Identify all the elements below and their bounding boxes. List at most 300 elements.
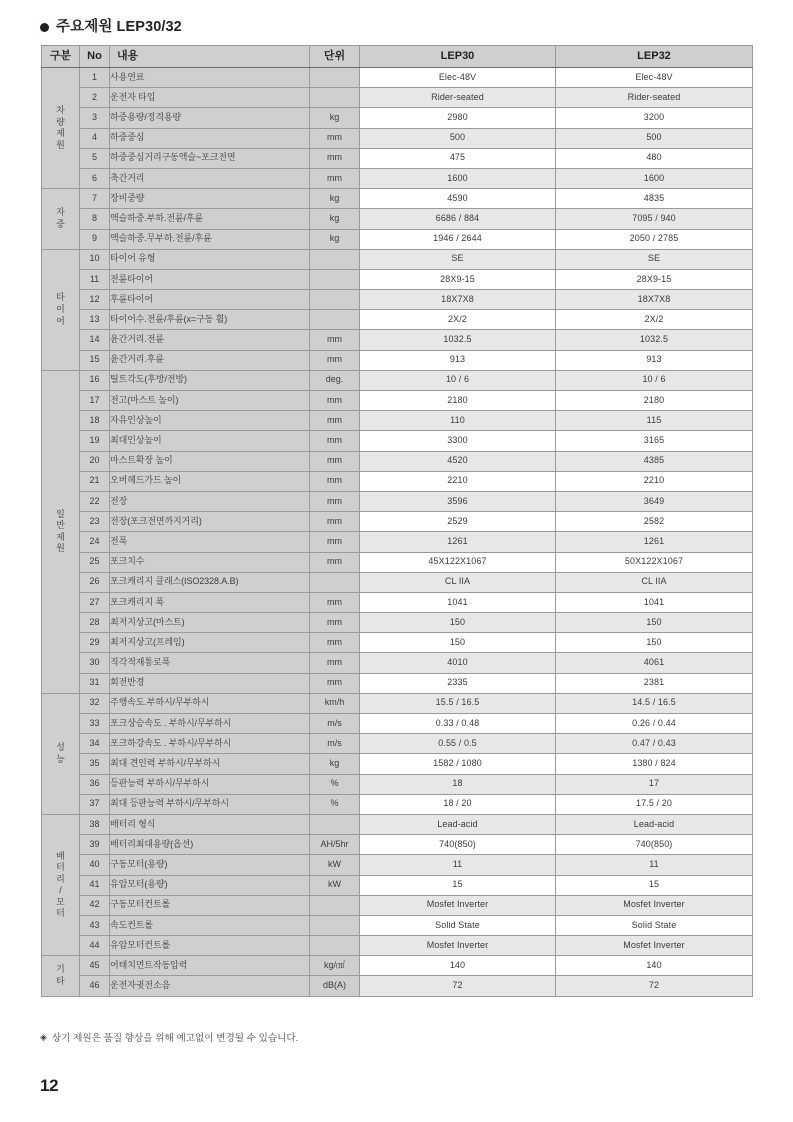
row-value-lep30: 1041 [360, 592, 556, 612]
row-unit: mm [310, 552, 360, 572]
row-number: 35 [80, 754, 110, 774]
row-value-lep30: 3300 [360, 431, 556, 451]
row-value-lep32: 2210 [556, 471, 753, 491]
row-value-lep30: Mosfet Inverter [360, 895, 556, 915]
row-value-lep30: 1261 [360, 532, 556, 552]
row-value-lep32: 28X9-15 [556, 269, 753, 289]
row-description: 전륜타이어 [110, 269, 310, 289]
row-number: 38 [80, 814, 110, 834]
row-number: 1 [80, 68, 110, 88]
row-description: 구동모터(용량) [110, 855, 310, 875]
row-unit: kg [310, 754, 360, 774]
row-unit: mm [310, 350, 360, 370]
table-row [42, 491, 753, 511]
row-value-lep32: Solid State [556, 915, 753, 935]
category-char: 능 [56, 753, 65, 764]
category-char: 타 [56, 975, 65, 986]
row-value-lep30: Elec-48V [360, 68, 556, 88]
row-value-lep32: 1600 [556, 168, 753, 188]
page-title [40, 20, 182, 35]
row-value-lep32: 140 [556, 956, 753, 976]
column-header-model-lep30: LEP30 [360, 46, 556, 68]
row-value-lep30: 1582 / 1080 [360, 754, 556, 774]
row-unit: m/s [310, 734, 360, 754]
row-unit: mm [310, 471, 360, 491]
table-row [42, 148, 753, 168]
row-value-lep30: Mosfet Inverter [360, 936, 556, 956]
row-description: 회전반경 [110, 673, 310, 693]
table-row [42, 693, 753, 713]
row-unit: mm [310, 128, 360, 148]
row-description: 최저지상고(프레임) [110, 633, 310, 653]
table-row [42, 128, 753, 148]
table-row [42, 936, 753, 956]
row-number: 37 [80, 794, 110, 814]
footnote-text: 상기 제원은 품질 향상을 위해 예고없이 변경될 수 있습니다. [51, 1033, 299, 1044]
row-description: 포크치수 [110, 552, 310, 572]
row-value-lep32: 2180 [556, 391, 753, 411]
row-value-lep32: 10 / 6 [556, 370, 753, 390]
table-row [42, 431, 753, 451]
row-value-lep32: 17 [556, 774, 753, 794]
row-unit [310, 572, 360, 592]
table-row [42, 653, 753, 673]
table-row [42, 532, 753, 552]
row-unit: kg [310, 108, 360, 128]
row-number: 23 [80, 512, 110, 532]
category-char: 중 [56, 218, 65, 229]
row-unit: mm [310, 491, 360, 511]
table-row [42, 754, 753, 774]
category-char: / [59, 885, 62, 896]
row-number: 36 [80, 774, 110, 794]
footnote [40, 1030, 298, 1044]
row-group-category [42, 814, 80, 955]
row-unit: kg [310, 209, 360, 229]
category-char: 타 [56, 292, 65, 303]
row-value-lep32: 4385 [556, 451, 753, 471]
table-row [42, 734, 753, 754]
category-char: 터 [56, 908, 65, 919]
row-value-lep32: 150 [556, 613, 753, 633]
table-row [42, 572, 753, 592]
row-value-lep32: 4835 [556, 189, 753, 209]
row-number: 2 [80, 88, 110, 108]
row-description: 액슬하중.무부하.전륜/후륜 [110, 229, 310, 249]
row-number: 25 [80, 552, 110, 572]
category-char: 리 [56, 873, 65, 884]
row-number: 17 [80, 391, 110, 411]
row-number: 39 [80, 835, 110, 855]
column-header-model-lep32: LEP32 [556, 46, 753, 68]
row-value-lep32: 1380 / 824 [556, 754, 753, 774]
table-row [42, 209, 753, 229]
row-unit [310, 814, 360, 834]
row-value-lep30: Lead-acid [360, 814, 556, 834]
row-value-lep32: Lead-acid [556, 814, 753, 834]
row-value-lep30: CL IIA [360, 572, 556, 592]
row-unit: mm [310, 431, 360, 451]
row-value-lep30: 2210 [360, 471, 556, 491]
row-number: 33 [80, 714, 110, 734]
row-unit: mm [310, 633, 360, 653]
table-row [42, 229, 753, 249]
column-header-unit: 단위 [310, 46, 360, 68]
row-description: 윤간거리.전륜 [110, 330, 310, 350]
row-value-lep32: 4061 [556, 653, 753, 673]
row-value-lep30: 72 [360, 976, 556, 996]
table-row [42, 249, 753, 269]
table-row [42, 592, 753, 612]
table-row [42, 835, 753, 855]
row-value-lep30: 2X/2 [360, 310, 556, 330]
row-number: 32 [80, 693, 110, 713]
row-value-lep32: 3165 [556, 431, 753, 451]
category-char: 제 [56, 531, 65, 542]
specification-table-container [41, 45, 752, 997]
table-row [42, 613, 753, 633]
column-header-no: No [80, 46, 110, 68]
row-number: 20 [80, 451, 110, 471]
row-description: 타이어 유형 [110, 249, 310, 269]
row-unit: m/s [310, 714, 360, 734]
category-char: 이 [56, 303, 65, 314]
row-unit [310, 290, 360, 310]
row-value-lep30: 913 [360, 350, 556, 370]
row-unit [310, 310, 360, 330]
row-value-lep32: 14.5 / 16.5 [556, 693, 753, 713]
row-value-lep32: 0.26 / 0.44 [556, 714, 753, 734]
row-description: 직각적재통로폭 [110, 653, 310, 673]
table-row [42, 310, 753, 330]
row-description: 전폭 [110, 532, 310, 552]
row-value-lep30: 45X122X1067 [360, 552, 556, 572]
row-description: 유압모터(용량) [110, 875, 310, 895]
table-row [42, 370, 753, 390]
row-description: 액슬하중.부하.전륜/후륜 [110, 209, 310, 229]
row-unit: mm [310, 411, 360, 431]
row-description: 포크캐리지 클래스(ISO2328.A.B) [110, 572, 310, 592]
category-char: 차 [56, 105, 65, 116]
table-row [42, 391, 753, 411]
row-description: 포크상승속도 . 부하시/무부하시 [110, 714, 310, 734]
row-unit [310, 249, 360, 269]
row-description: 마스트확장 높이 [110, 451, 310, 471]
row-number: 5 [80, 148, 110, 168]
row-group-category [42, 68, 80, 189]
row-number: 15 [80, 350, 110, 370]
row-value-lep32: 17.5 / 20 [556, 794, 753, 814]
row-number: 14 [80, 330, 110, 350]
row-number: 24 [80, 532, 110, 552]
table-row [42, 108, 753, 128]
category-char: 원 [56, 139, 65, 150]
row-value-lep30: 140 [360, 956, 556, 976]
row-unit: deg. [310, 370, 360, 390]
table-row [42, 714, 753, 734]
specification-table [41, 45, 753, 997]
category-char: 자 [56, 207, 65, 218]
row-number: 42 [80, 895, 110, 915]
row-value-lep32: 3649 [556, 491, 753, 511]
table-row [42, 269, 753, 289]
row-value-lep30: 0.55 / 0.5 [360, 734, 556, 754]
row-value-lep30: 2180 [360, 391, 556, 411]
category-char: 량 [56, 116, 65, 127]
row-number: 26 [80, 572, 110, 592]
row-unit: mm [310, 451, 360, 471]
row-description: 후륜타이어 [110, 290, 310, 310]
row-number: 4 [80, 128, 110, 148]
row-value-lep30: 3596 [360, 491, 556, 511]
category-char: 터 [56, 862, 65, 873]
row-number: 44 [80, 936, 110, 956]
row-unit [310, 88, 360, 108]
row-group-category [42, 956, 80, 996]
row-value-lep30: Rider-seated [360, 88, 556, 108]
row-unit: AH/5hr [310, 835, 360, 855]
category-char: 배 [56, 850, 65, 861]
row-number: 12 [80, 290, 110, 310]
row-description: 하중중심 [110, 128, 310, 148]
row-value-lep30: 475 [360, 148, 556, 168]
row-value-lep32: 0.47 / 0.43 [556, 734, 753, 754]
row-value-lep32: SE [556, 249, 753, 269]
category-char: 일 [56, 508, 65, 519]
row-description: 틸트각도(후방/전방) [110, 370, 310, 390]
row-unit: % [310, 774, 360, 794]
row-description: 주행속도.부하시/무부하시 [110, 693, 310, 713]
row-number: 19 [80, 431, 110, 451]
table-row [42, 168, 753, 188]
row-description: 하중중심거리구동액슬~포크전면 [110, 148, 310, 168]
row-unit: km/h [310, 693, 360, 713]
row-value-lep32: 2381 [556, 673, 753, 693]
row-value-lep30: 18 [360, 774, 556, 794]
table-header-row [42, 46, 753, 68]
row-number: 41 [80, 875, 110, 895]
row-description: 최대 등판능력 부하시/무부하시 [110, 794, 310, 814]
row-description: 배터리최대용량(옵션) [110, 835, 310, 855]
row-value-lep30: 110 [360, 411, 556, 431]
row-value-lep32: 1041 [556, 592, 753, 612]
table-row [42, 350, 753, 370]
row-unit: kg [310, 189, 360, 209]
row-value-lep32: Rider-seated [556, 88, 753, 108]
table-row [42, 794, 753, 814]
row-group-category [42, 693, 80, 814]
row-value-lep32: 740(850) [556, 835, 753, 855]
row-description: 등판능력 부하시/무부하시 [110, 774, 310, 794]
table-row [42, 330, 753, 350]
diamond-bullet-icon: ◈ [40, 1031, 47, 1042]
row-value-lep30: 150 [360, 633, 556, 653]
row-unit [310, 269, 360, 289]
row-unit: mm [310, 673, 360, 693]
row-description: 포크캐리지 폭 [110, 592, 310, 612]
row-description: 최저지상고(마스트) [110, 613, 310, 633]
table-row [42, 68, 753, 88]
table-row [42, 855, 753, 875]
row-description: 축간거리 [110, 168, 310, 188]
page-title-text: 주요제원 LEP30/32 [56, 19, 182, 35]
row-unit [310, 68, 360, 88]
row-number: 43 [80, 915, 110, 935]
row-value-lep30: 15.5 / 16.5 [360, 693, 556, 713]
table-row [42, 512, 753, 532]
row-number: 8 [80, 209, 110, 229]
row-number: 34 [80, 734, 110, 754]
table-body [42, 68, 753, 997]
row-description: 속도컨트롤 [110, 915, 310, 935]
row-value-lep32: 18X7X8 [556, 290, 753, 310]
row-number: 10 [80, 249, 110, 269]
row-number: 40 [80, 855, 110, 875]
row-value-lep30: 4520 [360, 451, 556, 471]
row-number: 27 [80, 592, 110, 612]
row-number: 11 [80, 269, 110, 289]
row-group-category [42, 189, 80, 250]
row-value-lep32: CL IIA [556, 572, 753, 592]
row-unit: mm [310, 168, 360, 188]
row-description: 최대 견인력 부하시/무부하시 [110, 754, 310, 774]
row-description: 윤간거리.후륜 [110, 350, 310, 370]
category-char: 제 [56, 128, 65, 139]
row-value-lep32: 480 [556, 148, 753, 168]
table-row [42, 976, 753, 996]
row-number: 31 [80, 673, 110, 693]
row-unit: kg [310, 229, 360, 249]
row-value-lep32: 115 [556, 411, 753, 431]
row-unit: kW [310, 875, 360, 895]
row-value-lep30: 1946 / 2644 [360, 229, 556, 249]
row-value-lep30: 10 / 6 [360, 370, 556, 390]
row-value-lep32: Elec-48V [556, 68, 753, 88]
category-char: 성 [56, 742, 65, 753]
row-description: 유압모터컨트롤 [110, 936, 310, 956]
row-value-lep32: 11 [556, 855, 753, 875]
row-description: 운전자귓전소음 [110, 976, 310, 996]
category-char: 원 [56, 543, 65, 554]
category-char: 모 [56, 896, 65, 907]
row-value-lep32: Mosfet Inverter [556, 936, 753, 956]
row-description: 구동모터컨트롤 [110, 895, 310, 915]
row-number: 6 [80, 168, 110, 188]
table-row [42, 290, 753, 310]
row-value-lep30: 1600 [360, 168, 556, 188]
row-number: 45 [80, 956, 110, 976]
row-value-lep30: 6686 / 884 [360, 209, 556, 229]
row-number: 3 [80, 108, 110, 128]
row-unit: mm [310, 532, 360, 552]
row-value-lep30: 2980 [360, 108, 556, 128]
row-value-lep32: 2X/2 [556, 310, 753, 330]
row-value-lep30: 500 [360, 128, 556, 148]
row-number: 28 [80, 613, 110, 633]
row-unit: mm [310, 330, 360, 350]
row-unit: kW [310, 855, 360, 875]
row-description: 포크하강속도 . 부하시/무부하시 [110, 734, 310, 754]
row-unit: mm [310, 512, 360, 532]
row-description: 최대인상높이 [110, 431, 310, 451]
row-unit [310, 936, 360, 956]
table-row [42, 552, 753, 572]
row-unit: dB(A) [310, 976, 360, 996]
category-char: 반 [56, 520, 65, 531]
row-description: 자유인상높이 [110, 411, 310, 431]
row-description: 장비중량 [110, 189, 310, 209]
table-row [42, 875, 753, 895]
row-number: 16 [80, 370, 110, 390]
row-value-lep30: 15 [360, 875, 556, 895]
row-value-lep30: 11 [360, 855, 556, 875]
row-value-lep30: 4010 [360, 653, 556, 673]
row-value-lep32: 2050 / 2785 [556, 229, 753, 249]
row-group-category [42, 370, 80, 693]
row-value-lep30: 18X7X8 [360, 290, 556, 310]
row-number: 7 [80, 189, 110, 209]
table-row [42, 814, 753, 834]
row-unit [310, 915, 360, 935]
row-unit: mm [310, 592, 360, 612]
table-row [42, 774, 753, 794]
row-value-lep30: SE [360, 249, 556, 269]
row-description: 전장(포크전면까지거리) [110, 512, 310, 532]
row-value-lep32: 2582 [556, 512, 753, 532]
page-number: 12 [40, 1076, 59, 1095]
table-row [42, 915, 753, 935]
row-number: 30 [80, 653, 110, 673]
row-number: 9 [80, 229, 110, 249]
table-row [42, 88, 753, 108]
table-row [42, 471, 753, 491]
row-description: 어태치먼트작동압력 [110, 956, 310, 976]
row-value-lep30: Solid State [360, 915, 556, 935]
row-value-lep32: 500 [556, 128, 753, 148]
row-value-lep32: 7095 / 940 [556, 209, 753, 229]
row-unit: mm [310, 148, 360, 168]
row-value-lep32: 913 [556, 350, 753, 370]
row-value-lep32: 3200 [556, 108, 753, 128]
row-value-lep32: 15 [556, 875, 753, 895]
row-value-lep32: 50X122X1067 [556, 552, 753, 572]
column-header-category: 구분 [42, 46, 80, 68]
row-number: 13 [80, 310, 110, 330]
row-unit: mm [310, 613, 360, 633]
row-value-lep30: 740(850) [360, 835, 556, 855]
row-value-lep30: 2335 [360, 673, 556, 693]
row-value-lep30: 150 [360, 613, 556, 633]
row-description: 하중용량/정격용량 [110, 108, 310, 128]
row-number: 29 [80, 633, 110, 653]
column-header-description: 내용 [110, 46, 310, 68]
row-description: 전장 [110, 491, 310, 511]
row-unit [310, 895, 360, 915]
row-value-lep30: 2529 [360, 512, 556, 532]
bullet-icon [40, 23, 49, 32]
row-unit: kg/㎠ [310, 956, 360, 976]
row-description: 전고(마스트 높이) [110, 391, 310, 411]
row-description: 배터리 형식 [110, 814, 310, 834]
row-value-lep32: 1032.5 [556, 330, 753, 350]
row-group-category [42, 249, 80, 370]
row-value-lep30: 0.33 / 0.48 [360, 714, 556, 734]
row-description: 타이어수.전륜/후륜(x=구동 휠) [110, 310, 310, 330]
row-description: 운전자 타입 [110, 88, 310, 108]
row-value-lep30: 18 / 20 [360, 794, 556, 814]
row-number: 22 [80, 491, 110, 511]
row-number: 46 [80, 976, 110, 996]
